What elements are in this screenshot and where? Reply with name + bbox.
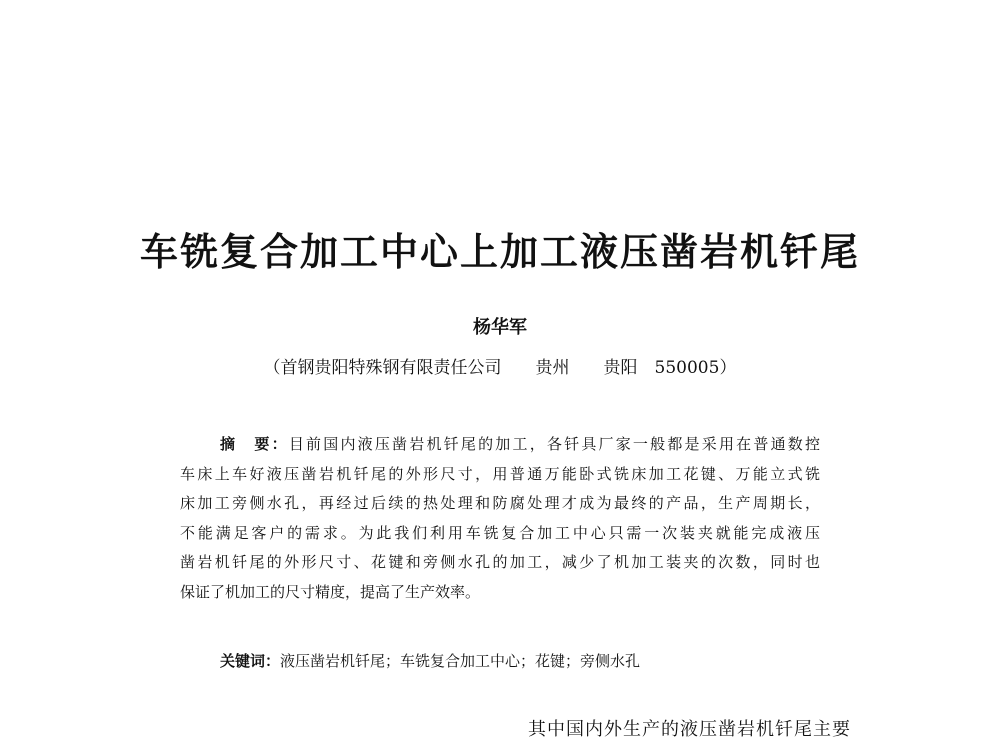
abstract-label: 摘 要： bbox=[220, 435, 289, 453]
keywords-block bbox=[220, 647, 820, 676]
keywords-text: 液压凿岩机钎尾；车铣复合加工中心；花键；旁侧水孔 bbox=[280, 652, 641, 670]
abstract-text: 目前国内液压凿岩机钎尾的加工，各钎具厂家一般都是采用在普通数控 bbox=[288, 435, 820, 453]
keywords-label: 关键词： bbox=[220, 652, 281, 670]
abstract-block bbox=[180, 430, 820, 608]
abstract-line: 不能满足客户的需求。为此我们利用车铣复合加工中心只需一次装夹就能完成液压 bbox=[180, 523, 820, 542]
abstract-line bbox=[180, 430, 820, 460]
body-text-start: 其中国内外生产的液压凿岩机钎尾主要 bbox=[528, 719, 851, 740]
abstract-line: 保证了机加工的尺寸精度，提高了生产效率。 bbox=[180, 582, 481, 601]
abstract-line: 床加工旁侧水孔，再经过后续的热处理和防腐处理才成为最终的产品，生产周期长， bbox=[180, 494, 820, 513]
abstract-line: 车床上车好液压凿岩机钎尾的外形尺寸，用普通万能卧式铣床加工花键、万能立式铣 bbox=[180, 464, 820, 483]
author-name: 杨华军 bbox=[473, 317, 527, 338]
abstract-line: 凿岩机钎尾的外形尺寸、花键和旁侧水孔的加工，减少了机加工装夹的次数，同时也 bbox=[180, 553, 820, 572]
author-affiliation: （首钢贵阳特殊钢有限责任公司 贵州 贵阳 550005） bbox=[263, 358, 737, 378]
paper-title: 车铣复合加工中心上加工液压凿岩机钎尾 bbox=[139, 230, 860, 274]
